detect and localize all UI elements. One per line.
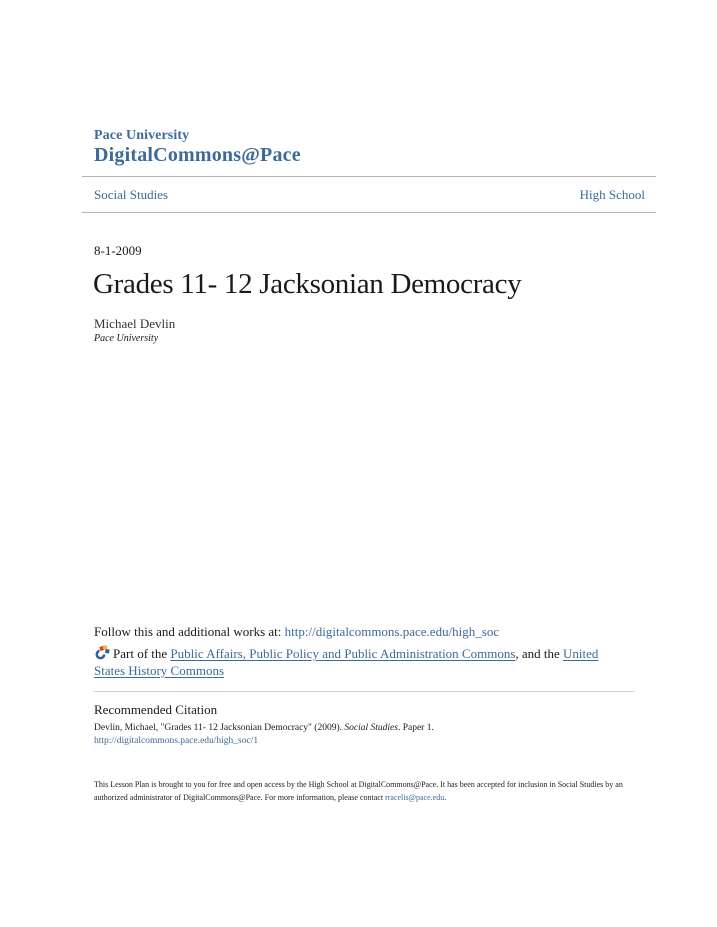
bepress-network-icon	[94, 645, 112, 660]
citation-body	[94, 722, 434, 748]
citation-divider	[94, 691, 634, 692]
commons-link-us-history[interactable]: United States History Commons	[94, 646, 599, 678]
institution-name: Pace University	[94, 128, 190, 143]
header-divider-bottom	[82, 212, 656, 213]
school-link-high-school[interactable]: High School	[579, 187, 645, 202]
notice-end: .	[444, 793, 447, 802]
citation-series: Social Studies	[344, 723, 398, 733]
author-affiliation: Pace University	[94, 333, 159, 344]
part-of-line	[94, 645, 624, 679]
document-title: Grades 11- 12 Jacksonian Democracy	[93, 268, 522, 300]
citation-heading: Recommended Citation	[94, 702, 218, 717]
follow-url-link[interactable]: http://digitalcommons.pace.edu/high_soc	[284, 624, 500, 639]
author-name: Michael Devlin	[94, 316, 176, 331]
access-notice	[94, 778, 634, 804]
contact-email-link[interactable]: rracelis@pace.edu	[385, 793, 445, 802]
commons-link-public-affairs[interactable]: Public Affairs, Public Policy and Public Administration Commons	[170, 646, 516, 661]
citation-url-link[interactable]: http://digitalcommons.pace.edu/high_soc/1	[94, 736, 259, 746]
citation-paper: . Paper 1.	[397, 723, 434, 733]
part-of-middle: , and the	[515, 646, 564, 661]
notice-text: This Lesson Plan is brought to you for free and open access by the High School at DigitalCommons@Pace. It has been accepted for inclusion in Social Studies by an authorized administrator of DigitalCommons@Pace. For more information, please contact	[94, 780, 623, 802]
header-divider-top	[82, 176, 656, 177]
follow-label: Follow this and additional works at:	[94, 624, 285, 639]
publication-date: 8-1-2009	[94, 243, 142, 258]
repository-home-link[interactable]: DigitalCommons@Pace	[94, 144, 301, 166]
follow-line	[94, 624, 499, 640]
citation-text: Devlin, Michael, "Grades 11- 12 Jacksonian Democracy" (2009).	[94, 723, 345, 733]
part-of-prefix: Part of the	[113, 646, 171, 661]
series-link-social-studies[interactable]: Social Studies	[94, 187, 169, 202]
